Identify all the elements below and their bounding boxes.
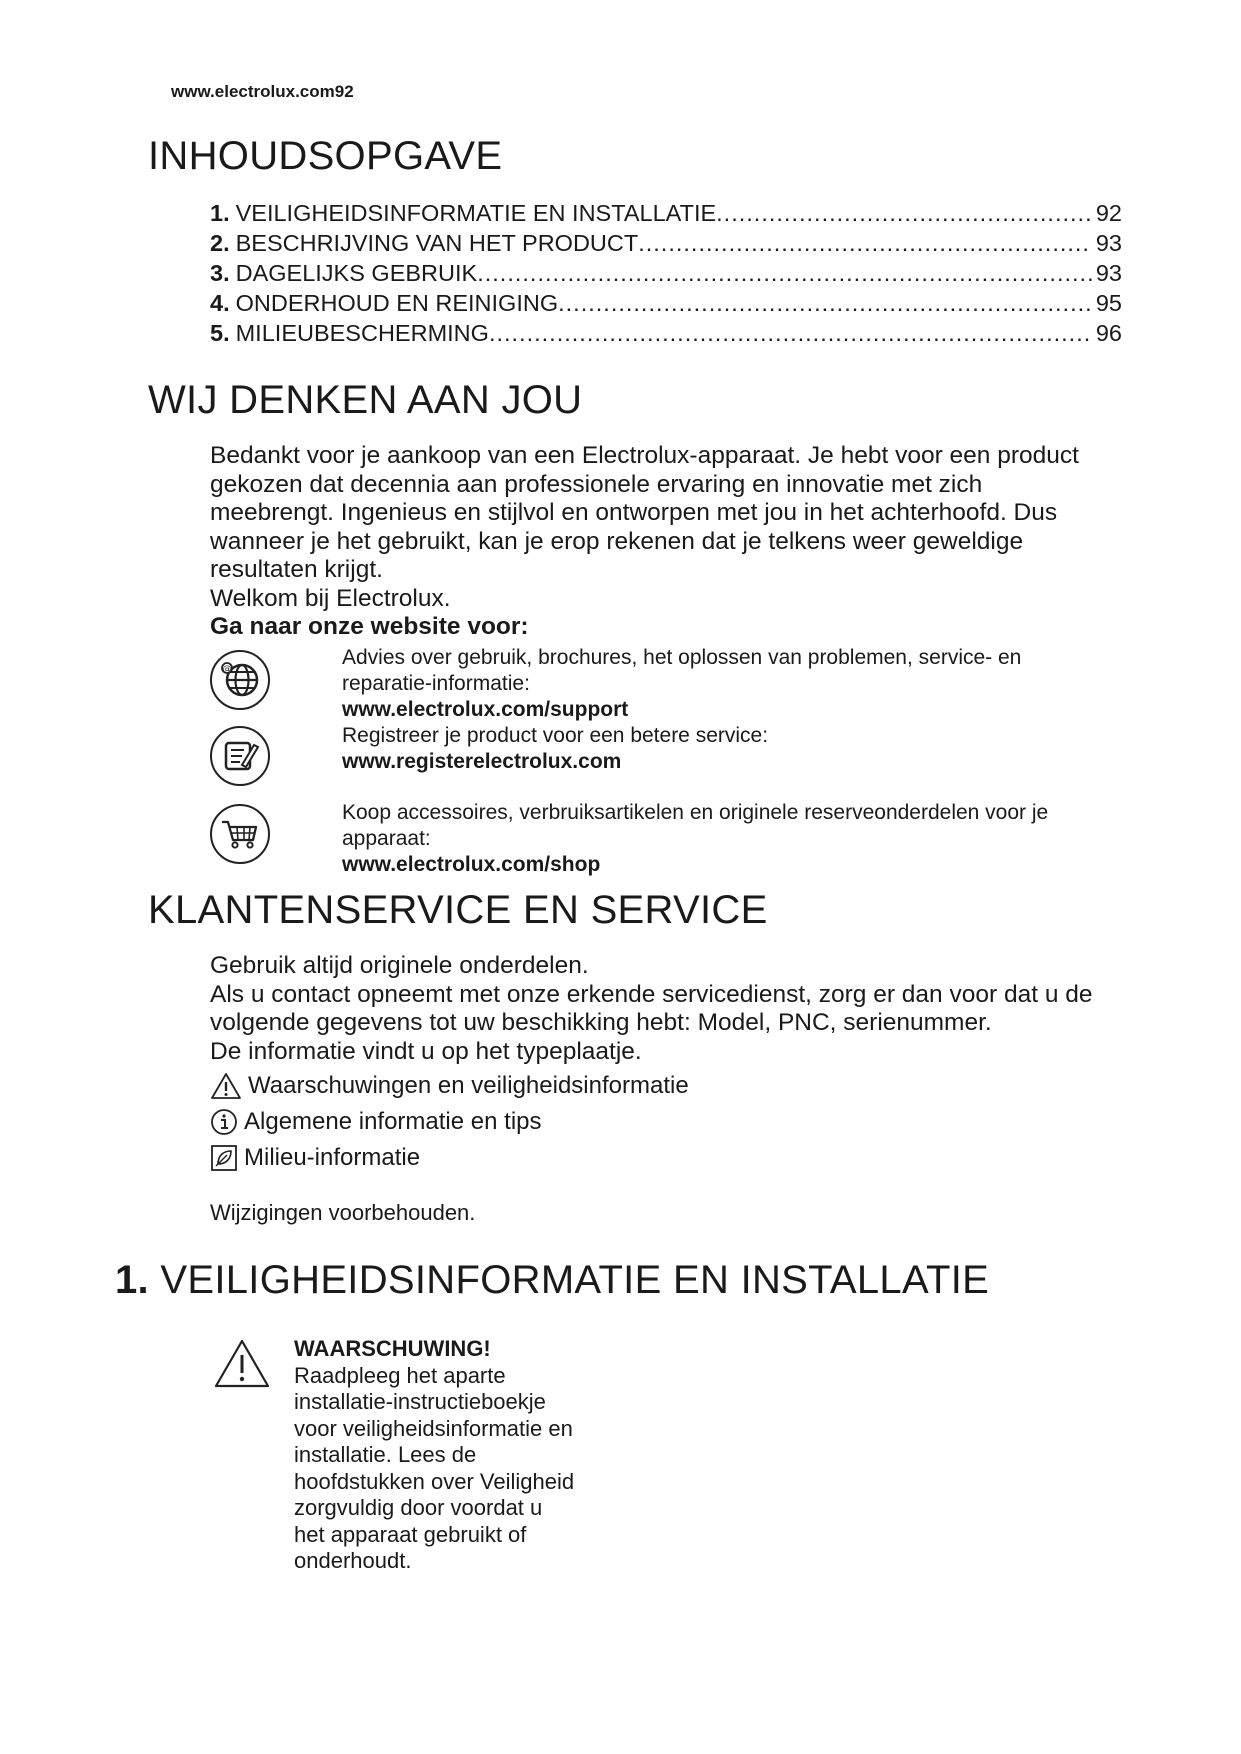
service-line: De informatie vindt u op het typeplaatje.: [210, 1037, 642, 1065]
toc-item-2[interactable]: [210, 228, 1122, 258]
section-title-text: VEILIGHEIDSINFORMATIE EN INSTALLATIE: [160, 1258, 990, 1302]
intro-line: gekozen dat decennia aan professionele ervaring en innovatie met zich: [210, 470, 983, 498]
toc-title: INHOUDSOPGAVE: [148, 134, 503, 178]
toc-item-page: 93: [1095, 260, 1122, 286]
register-description: Registreer je product voor een betere service:: [342, 724, 769, 747]
globe-icon: [210, 650, 270, 710]
info-icon: [210, 1108, 238, 1136]
toc-item-label: VEILIGHEIDSINFORMATIE EN INSTALLATIE: [235, 200, 717, 226]
toc-item-number: 5.: [210, 320, 230, 346]
support-description: Advies over gebruik, brochures, het oplossen van problemen, service- en: [342, 646, 1022, 669]
environment-icon: [210, 1144, 238, 1172]
toc-item-3[interactable]: [210, 258, 1122, 288]
intro-line: Bedankt voor je aankoop van een Electrolux-apparaat. Je hebt voor een product: [210, 442, 1079, 469]
register-icon: [210, 726, 270, 786]
warning-line: zorgvuldig door voordat u: [294, 1495, 543, 1520]
legend-item-warning: [210, 1068, 689, 1104]
legend-label: Algemene informatie en tips: [244, 1108, 542, 1135]
table-of-contents: [210, 198, 1122, 348]
section-1-title: [115, 1258, 989, 1303]
toc-leader-dots: [477, 258, 1092, 288]
header-url: www.electrolux.com92: [171, 82, 354, 101]
toc-item-label: MILIEUBESCHERMING: [235, 320, 489, 346]
service-line: Als u contact opneemt met onze erkende servicedienst, zorg er dan voor dat u de: [210, 980, 1093, 1008]
symbol-legend: [210, 1068, 689, 1176]
warning-triangle-icon: [213, 1338, 271, 1395]
svg-text:@: @: [222, 664, 232, 675]
toc-item-number: 3.: [210, 260, 230, 286]
welcome-text: Welkom bij Electrolux.: [210, 584, 451, 612]
toc-leader-dots: [558, 288, 1092, 318]
warning-title: WAARSCHUWING!: [294, 1336, 491, 1361]
support-link[interactable]: www.electrolux.com/support: [342, 698, 629, 721]
intro-title: WIJ DENKEN AAN JOU: [148, 378, 583, 422]
toc-item-page: 95: [1095, 290, 1122, 316]
shop-link[interactable]: www.electrolux.com/shop: [342, 853, 601, 876]
support-description-cont: reparatie-informatie:: [342, 672, 530, 695]
intro-line: meebrengt. Ingenieus en stijlvol en ontworpen met jou in het achterhoofd. Dus: [210, 499, 1058, 526]
intro-line: wanneer je het gebruikt, kan je erop rekenen dat je telkens weer geweldige: [210, 527, 1024, 555]
shopping-cart-icon: [210, 804, 270, 864]
service-line: volgende gegevens tot uw beschikking hebt: Model, PNC, serienummer.: [210, 1009, 992, 1036]
service-line: Gebruik altijd originele onderdelen.: [210, 952, 589, 979]
toc-item-4[interactable]: [210, 288, 1122, 318]
toc-item-page: 96: [1095, 320, 1122, 346]
toc-item-1[interactable]: [210, 198, 1122, 228]
website-heading: Ga naar onze website voor:: [210, 613, 529, 640]
shop-link-block: [342, 800, 1122, 878]
legend-label: Milieu-informatie: [244, 1144, 421, 1171]
legend-label: Waarschuwingen en veiligheidsinformatie: [248, 1072, 689, 1099]
warning-icon: [210, 1072, 242, 1100]
toc-item-label: BESCHRIJVING VAN HET PRODUCT: [235, 230, 639, 256]
toc-item-number: 2.: [210, 230, 230, 256]
toc-leader-dots: [489, 318, 1092, 348]
toc-item-number: 4.: [210, 290, 230, 316]
toc-item-5[interactable]: [210, 318, 1122, 348]
warning-line: voor veiligheidsinformatie en: [294, 1415, 573, 1441]
shop-description-cont: apparaat:: [342, 827, 431, 850]
shop-description: Koop accessoires, verbruiksartikelen en originele reserveonderdelen voor je: [342, 801, 1049, 824]
warning-box: [294, 1336, 714, 1575]
toc-leader-dots: [716, 198, 1092, 228]
toc-item-label: DAGELIJKS GEBRUIK: [235, 260, 478, 286]
warning-line: hoofdstukken over Veiligheid: [294, 1468, 575, 1494]
legend-item-environment: [210, 1140, 689, 1176]
service-paragraph: [210, 952, 1140, 1066]
register-link[interactable]: www.registerelectrolux.com: [342, 750, 622, 773]
toc-item-number: 1.: [210, 200, 230, 226]
toc-leader-dots: [638, 228, 1092, 258]
toc-item-page: 92: [1095, 200, 1122, 226]
toc-item-page: 93: [1095, 230, 1122, 256]
warning-line: Raadpleeg het aparte: [294, 1362, 506, 1388]
warning-line: installatie. Lees de: [294, 1442, 477, 1467]
toc-item-label: ONDERHOUD EN REINIGING: [235, 290, 559, 316]
service-title: KLANTENSERVICE EN SERVICE: [148, 888, 768, 932]
warning-line: onderhoudt.: [294, 1548, 412, 1573]
intro-paragraph: [210, 442, 1140, 642]
support-link-block: [342, 645, 1122, 775]
intro-line: resultaten krijgt.: [210, 556, 383, 583]
changes-note: Wijzigingen voorbehouden.: [210, 1200, 476, 1225]
warning-line: het apparaat gebruikt of: [294, 1521, 527, 1547]
section-number: 1.: [115, 1258, 149, 1302]
legend-item-info: [210, 1104, 689, 1140]
warning-line: installatie-instructieboekje: [294, 1389, 546, 1414]
